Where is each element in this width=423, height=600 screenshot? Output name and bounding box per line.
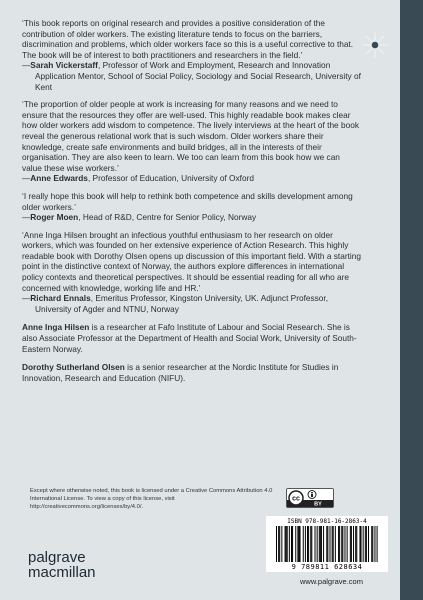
palgrave-star-icon [360, 30, 390, 60]
isbn-number: ISBN 978-981-16-2863-4 [287, 518, 367, 525]
license-notice: Except where otherwise noted, this book is licensed under a Creative Commons Attribution 4.0 International License. To view a copy of this license, visit http://creativecommons.org/licenses/by/4.0/. [30, 488, 273, 510]
publisher-website[interactable]: www.palgrave.com [300, 577, 363, 586]
author-bio-text: is a senior researcher at the Nordic Institute for Studies in Innovation, Research and Education (NIFU). [22, 362, 339, 383]
dash: — [22, 212, 31, 223]
endorsement-2 [22, 99, 362, 184]
isbn-barcode [266, 516, 388, 572]
cc-by-license-badge [286, 488, 334, 508]
author-name: Anne Inga Hilsen [22, 322, 90, 333]
endorsement-3 [22, 191, 362, 223]
endorsement-attribution [22, 60, 362, 92]
endorser-affiliation: , Head of R&D, Centre for Senior Policy, Norway [78, 212, 257, 223]
endorsement-attribution [22, 173, 362, 184]
endorsement-text: ‘Anne Inga Hilsen brought an infectious youthful enthusiasm to her research on older workers, which was founded on her extensive experience of Action Research. This highly readable book with Dorothy Olsen opens up discussion of this important field. With a starting point in the distinctive context of Norway, the authors explore differences in international policy contexts and theoretical perspectives. It should be essential reading for all who are concerned with knowledge, working life and HR.’ [22, 229, 361, 293]
endorsement-1 [22, 18, 362, 92]
endorser-affiliation: , Professor of Work and Employment, Research and Innovation Application Mentor, School of Social Policy, Sociology and Social Research, University of Kent [35, 60, 361, 92]
endorser-name: Roger Moen [30, 212, 79, 223]
dash: — [22, 173, 31, 184]
endorsement-4 [22, 230, 362, 315]
endorsement-text: ‘This book reports on original research and provides a positive consideration of the contribution of older workers. The existing literature tends to focus on the barriers, discrimination and problems, which older workers face so this is a useful corrective to that. The book will be of interest to both practitioners and researchers in the field.’ [22, 18, 354, 60]
dash: — [22, 293, 31, 304]
endorser-name: Richard Ennals [30, 293, 91, 304]
author-bio-1 [22, 322, 362, 354]
author-bio-2 [22, 362, 362, 383]
by-icon-label: BY [314, 501, 322, 507]
endorser-name: Sarah Vickerstaff [30, 60, 98, 71]
endorser-name: Anne Edwards [30, 173, 88, 184]
endorsement-text: ‘I really hope this book will help to rethink both competence and skills development among older workers.’ [22, 190, 353, 212]
spine-strip [400, 0, 423, 600]
publisher-name-line1: palgrave [28, 549, 86, 566]
dash: — [22, 60, 31, 71]
publisher-logo [28, 550, 96, 580]
endorser-affiliation: , Emeritus Professor, Kingston University, UK. Adjunct Professor, University of Agder and NTNU, Norway [35, 293, 329, 314]
author-name: Dorothy Sutherland Olsen [22, 362, 125, 373]
endorsement-text: ‘The proportion of older people at work is increasing for many reasons and we need to ensure that the resources they offer are well-used. This highly readable book makes clear how older workers add wisdom to competence. The lively interviews at the heart of the book reveal the generous relational work that is such wisdom. Older workers share their knowledge, create safe environments and build bridges, all in the interests of their organisation. They are also keen to learn. We too can learn from this book how we can value these wise workers.’ [22, 99, 359, 173]
barcode-digits: 9 789811 628634 [291, 563, 363, 571]
author-bio-text: is a researcher at Fafo Institute of Labour and Social Research. She is also Associate Professor at the Department of Health and Social Work, University of South-Eastern Norway. [22, 322, 357, 354]
cc-icon [287, 489, 333, 507]
publisher-name-line2: macmillan [28, 564, 96, 581]
endorsement-attribution [22, 293, 362, 314]
endorser-affiliation: , Professor of Education, University of Oxford [87, 173, 254, 184]
cc-icon-label: cc [292, 495, 300, 503]
cover-content [22, 18, 362, 383]
endorsement-attribution [22, 212, 362, 223]
